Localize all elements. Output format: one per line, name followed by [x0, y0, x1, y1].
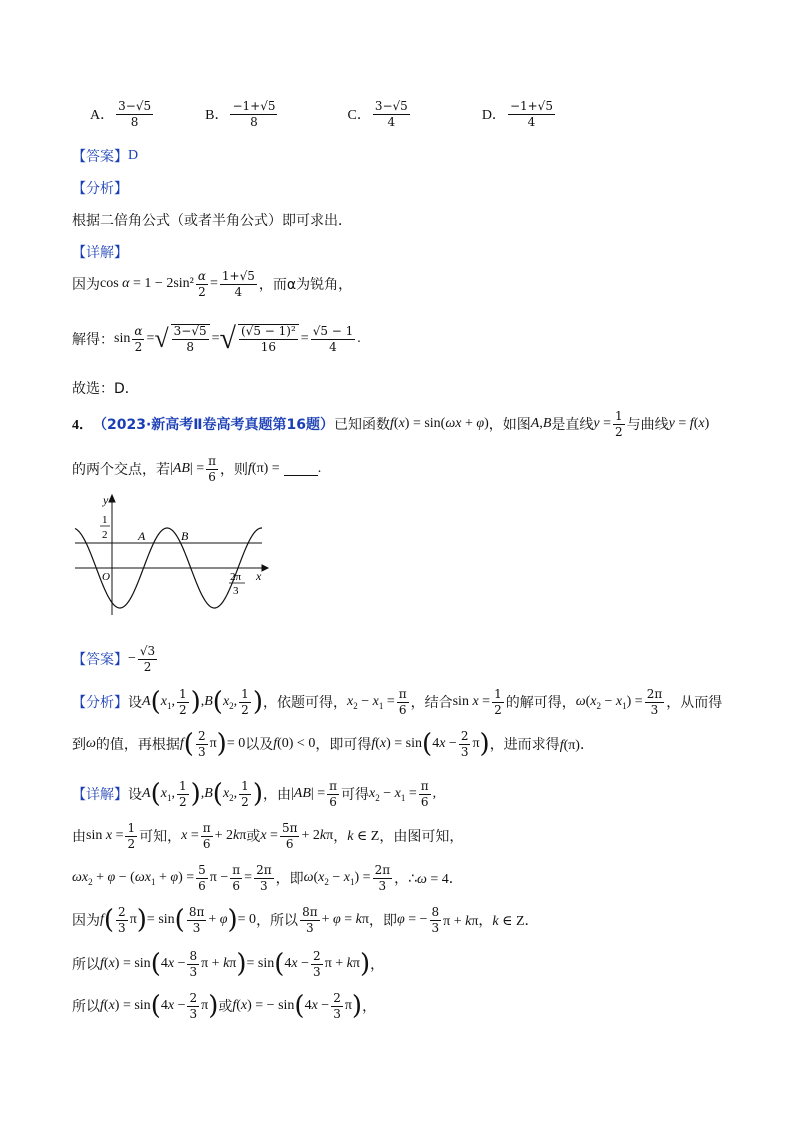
half-num: 1: [102, 514, 108, 526]
q3-answer: [72, 146, 138, 166]
q3-choose: 故选：D．: [72, 381, 139, 397]
q4-detail-line3: $\omega x_2 + \varphi - (\omega x_1 + \varphi)$ = $\frac{5}{6}$ π − $\frac{\pi}{6}$ = $\frac{2\pi}{3}$ ，即 $\omega(x_2 - x_1)$ = $\frac{2\pi}{3}$ ，∴ ω = 4．: [72, 863, 463, 893]
q4-answer: 【答案】 − $\frac{√3}{2}$: [72, 644, 156, 674]
point-a-label: A: [138, 529, 146, 543]
q4-detail-line1: 【详解】 设 A ( $x_1$, $\frac{1}{2}$ ) , B ( $x_2$, $\frac{1}{2}$ ) ，由 |AB| = $\frac{\pi}{6}$ 可得 $x_2 - x_1$ = $\frac{\pi}{6}$ ,: [72, 779, 437, 810]
q3-detail-tag: 【详解】: [72, 245, 128, 261]
q4-detail-line6: 所以 f(x) = sin ( 4x − $\frac{2}{3}$ π ) 或 f(x) = − sin ( 4x − $\frac{2}{3}$ π ) ，: [72, 991, 377, 1022]
answer-value: D: [128, 148, 139, 163]
option-b-fraction: $\frac{-1+√5}{8}$: [232, 99, 276, 129]
option-c-letter: C．: [347, 108, 371, 124]
q3-detail-line1: 因为 cos α = 1 − 2sin² $\frac{\alpha}{2}$ = $\frac{1+√5}{4}$ ，而α为锐角，: [72, 269, 353, 299]
option-d-letter: D．: [481, 108, 506, 124]
point-b-label: B: [181, 529, 189, 543]
q4-analysis-line2: 到 ω 的值，再根据 f ( $\frac{2}{3}$ π ) = 0 以及 f(0) < 0 ，即可得 f(x) = sin ( 4x − $\frac{2}{3}$ π ) ，进而求得 f(π)．: [72, 729, 594, 760]
option-a-letter: A．: [90, 108, 115, 124]
option-d-fraction: $\frac{-1+√5}{4}$: [509, 99, 553, 129]
q3-detail-line2: 解得： sin $\frac{\alpha}{2}$ = √ $\frac{3-√5}{8}$ = √ $\frac{\text{(√5 − 1)²}}{16}$ = $\frac{√5 - 1}{4}$ .: [72, 322, 361, 355]
q4-detail-line2: 由 sin x = $\frac{1}{2}$ 可知， x = $\frac{\pi}{6}$ + 2kπ 或 x = $\frac{5\pi}{6}$ + 2kπ ， k ∈ Z ，由图可知，: [72, 821, 464, 851]
answer-tag: 【答案】: [72, 149, 128, 165]
option-c-fraction: $\frac{3-√5}{4}$: [374, 99, 408, 129]
graph-axes: [75, 495, 268, 615]
x-axis-arrow: [262, 565, 268, 571]
y-label: y: [103, 493, 109, 507]
q4-analysis-line1: 【分析】 设 A ( $x_1$, $\frac{1}{2}$ ) , B ( $x_2$, $\frac{1}{2}$ ) ，依题可得， $x_2 - x_1$ = $\frac{\pi}{6}$ ，结合 sin x = $\frac{1}{2}$ 的解可得， $\omega(x_2 - x_1)$ = $\frac{2\pi}{3}$ ，从而得: [72, 687, 723, 718]
q4-stem-line2: 的两个交点，若 |AB| = $\frac{\pi}{6}$ ，则 f(π) = .: [72, 454, 322, 484]
x-label: x: [256, 569, 262, 583]
tick-num: 2π: [230, 571, 242, 583]
q4-detail-line4: 因为 f ( $\frac{2}{3}$ π ) = sin ( $\frac{8\pi}{3}$ + φ ) = 0 ，所以 $\frac{8\pi}{3}$ + φ = kπ ，即 φ = − $\frac{8}{3}$ π + kπ，k ∈ Z．: [72, 905, 539, 936]
option-b-letter: B．: [205, 108, 229, 124]
y-axis-arrow: [109, 495, 115, 502]
q3-analysis-tag: 【分析】: [72, 181, 128, 197]
q3-analysis-text: 根据二倍角公式（或者半角公式）即可求出．: [72, 213, 352, 229]
option-row: [90, 100, 557, 128]
q4-stem-line1: 4． （2023·新高考Ⅱ卷高考真题第16题） 已知函数 f(x) = sin(ωx + φ) ，如图 A , B 是直线 y = $\frac{1}{2}$ 与曲线 y = f(x): [72, 409, 710, 439]
option-a-fraction: $\frac{3-√5}{8}$: [118, 99, 152, 129]
q4-detail-line5: 所以 f(x) = sin ( 4x − $\frac{8}{3}$ π + kπ ) = sin ( 4x − $\frac{2}{3}$ π + kπ ) ，: [72, 949, 385, 980]
half-den: 2: [102, 529, 108, 541]
answer-blank: [284, 463, 318, 476]
origin-label: O: [102, 571, 110, 583]
tick-den: 3: [233, 585, 239, 597]
sine-graph: [70, 490, 270, 620]
